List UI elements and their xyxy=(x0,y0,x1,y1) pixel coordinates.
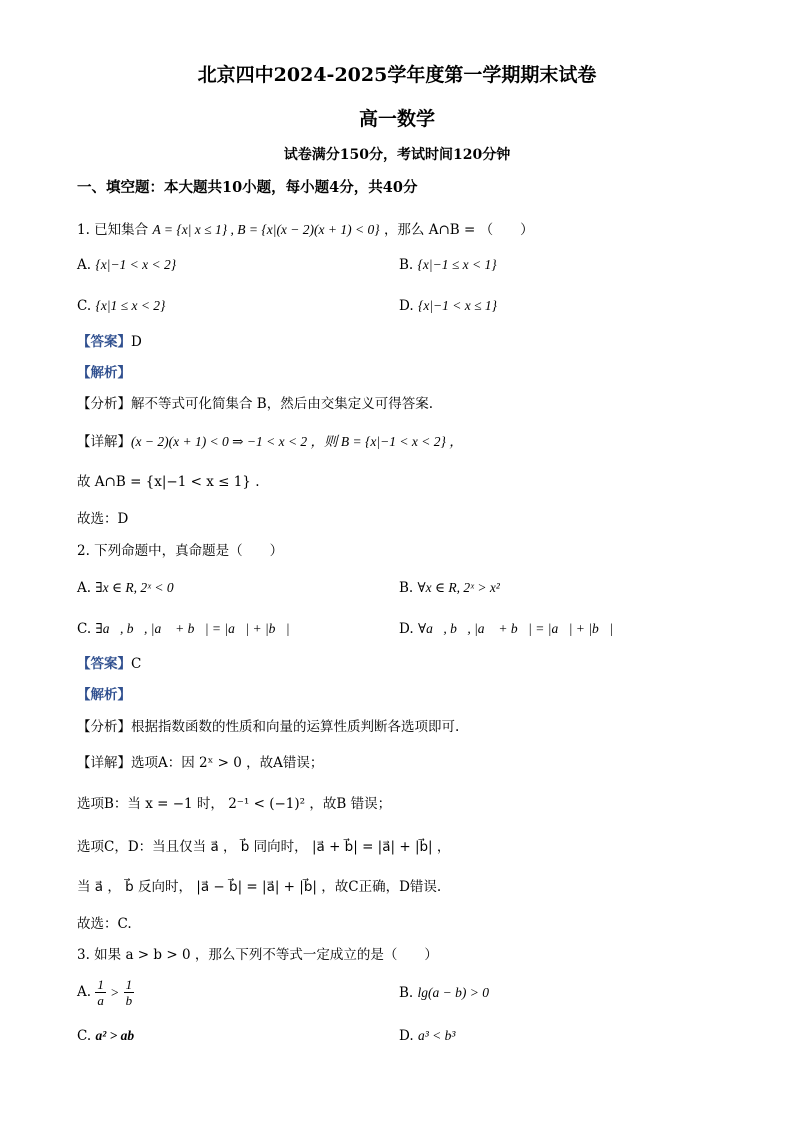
option-text: a³ < b³ xyxy=(417,1028,456,1043)
option-label: A. xyxy=(77,257,92,273)
q1-option-b xyxy=(399,258,497,273)
q1-choice: 故选：D xyxy=(77,511,129,527)
fraction-numerator: 1 xyxy=(97,977,104,992)
option-text: ∃a⃗, b⃗, |a⃗ + b⃗| = |a⃗| + |b⃗| xyxy=(95,621,290,636)
q3-option-a xyxy=(77,977,134,1008)
q2-option-cd-reason-1: 选项C，D：当且仅当 a⃗ ， b⃗ 同向时， |a⃗ + b⃗| = |a⃗| + |b⃗| ， xyxy=(77,839,451,855)
q1-detail xyxy=(77,435,463,450)
option-label: A. xyxy=(77,983,92,1000)
fenxi-tag: 【分析】 xyxy=(77,396,131,412)
q3-option-d xyxy=(399,1029,455,1044)
analysis-tag: 【解析】 xyxy=(77,687,131,703)
q1-stem-suffix: ，那么 A∩B = （ ） xyxy=(383,222,534,238)
option-text: {x|−1 < x < 2} xyxy=(95,257,177,272)
answer-tag: 【答案】 xyxy=(77,656,131,672)
relation-symbol: > xyxy=(110,984,120,1000)
fenxi-tag: 【分析】 xyxy=(77,719,131,735)
analysis-tag: 【解析】 xyxy=(77,365,131,381)
q2-answer xyxy=(77,658,141,672)
fraction-numerator: 1 xyxy=(125,977,133,992)
detail-text: (x − 2)(x + 1) < 0 ⇒ −1 < x < 2 ，则 B = {x|−1 < x < 2} ， xyxy=(131,434,463,449)
answer-tag: 【答案】 xyxy=(77,334,131,350)
fraction-1-over-a xyxy=(95,977,106,1008)
q1-stem xyxy=(77,223,534,238)
q1-stem-prefix: 1. 已知集合 xyxy=(77,222,149,238)
option-label: D. xyxy=(399,298,414,314)
detail-tag: 【详解】 xyxy=(77,434,131,450)
option-text: lg(a − b) > 0 xyxy=(417,985,489,1000)
q2-option-cd-reason-2: 当 a⃗ ， b⃗ 反向时， |a⃗ − b⃗| = |a⃗| + |b⃗| ，故C正确，D错误. xyxy=(77,879,442,895)
q1-option-d xyxy=(399,299,497,314)
detail-tag: 【详解】 xyxy=(77,755,131,771)
document-subject: 高一数学 xyxy=(358,108,435,130)
fraction-denominator: a xyxy=(97,993,104,1008)
q2-analysis-tag xyxy=(77,689,131,703)
option-text: {x|1 ≤ x < 2} xyxy=(95,298,166,313)
q1-fenxi xyxy=(77,398,433,412)
q1-option-c xyxy=(77,299,165,314)
detail-text: 选项A：因 2ˣ > 0 ，故A错误； xyxy=(131,755,324,771)
q2-option-b-reason: 选项B：当 x = −1 时， 2⁻¹ < (−1)² ，故B 错误； xyxy=(77,796,392,812)
document-title: 北京四中2024-2025学年度第一学期期末试卷 xyxy=(197,64,597,86)
fenxi-text: 解不等式可化简集合 B，然后由交集定义可得答案. xyxy=(131,396,434,412)
q1-analysis-tag xyxy=(77,367,131,381)
option-label: B. xyxy=(399,985,414,1001)
q3-stem: 3. 如果 a > b > 0 ，那么下列不等式一定成立的是（ ） xyxy=(77,947,438,963)
option-text: {x|−1 < x ≤ 1} xyxy=(417,298,498,313)
option-label: B. xyxy=(399,580,414,596)
option-label: C. xyxy=(77,298,92,314)
q2-fenxi xyxy=(77,721,459,735)
q3-option-b xyxy=(399,986,489,1001)
q1-answer xyxy=(77,336,142,350)
option-label: C. xyxy=(77,621,92,637)
q2-option-d xyxy=(399,622,613,637)
q1-option-a xyxy=(77,258,176,273)
fraction-1-over-b xyxy=(124,977,135,1008)
answer-value: D xyxy=(131,334,142,350)
option-text: ∀a⃗, b⃗, |a⃗ + b⃗| = |a⃗| + |b⃗| xyxy=(417,621,613,636)
q2-stem: 2. 下列命题中，真命题是（ ） xyxy=(77,543,284,559)
q2-detail xyxy=(77,757,323,771)
exam-info: 试卷满分150分，考试时间120分钟 xyxy=(283,147,511,163)
q2-option-a xyxy=(77,581,174,596)
option-label: D. xyxy=(399,1028,414,1044)
q3-option-c xyxy=(77,1029,134,1044)
q1-conclusion: 故 A∩B = {x|−1 < x ≤ 1} . xyxy=(77,474,260,490)
option-label: B. xyxy=(399,257,414,273)
q2-option-c xyxy=(77,622,290,637)
q2-choice: 故选：C. xyxy=(77,916,132,932)
option-text: ∀x ∈ R, 2ˣ > x² xyxy=(417,580,500,595)
q1-stem-math: A = {x| x ≤ 1} , B = {x|(x − 2)(x + 1) < 0} xyxy=(152,222,380,237)
option-label: A. xyxy=(77,580,92,596)
option-text: ∃x ∈ R, 2ˣ < 0 xyxy=(95,580,174,595)
fenxi-text: 根据指数函数的性质和向量的运算性质判断各选项即可. xyxy=(131,719,460,735)
option-label: C. xyxy=(77,1028,92,1044)
answer-value: C xyxy=(131,656,142,672)
option-label: D. xyxy=(399,621,414,637)
section-heading: 一、填空题：本大题共10小题，每小题4分，共40分 xyxy=(77,179,418,196)
option-text: a² > ab xyxy=(95,1028,135,1043)
fraction-denominator: b xyxy=(125,993,133,1008)
q2-option-b xyxy=(399,581,500,596)
option-text: {x|−1 ≤ x < 1} xyxy=(417,257,497,272)
